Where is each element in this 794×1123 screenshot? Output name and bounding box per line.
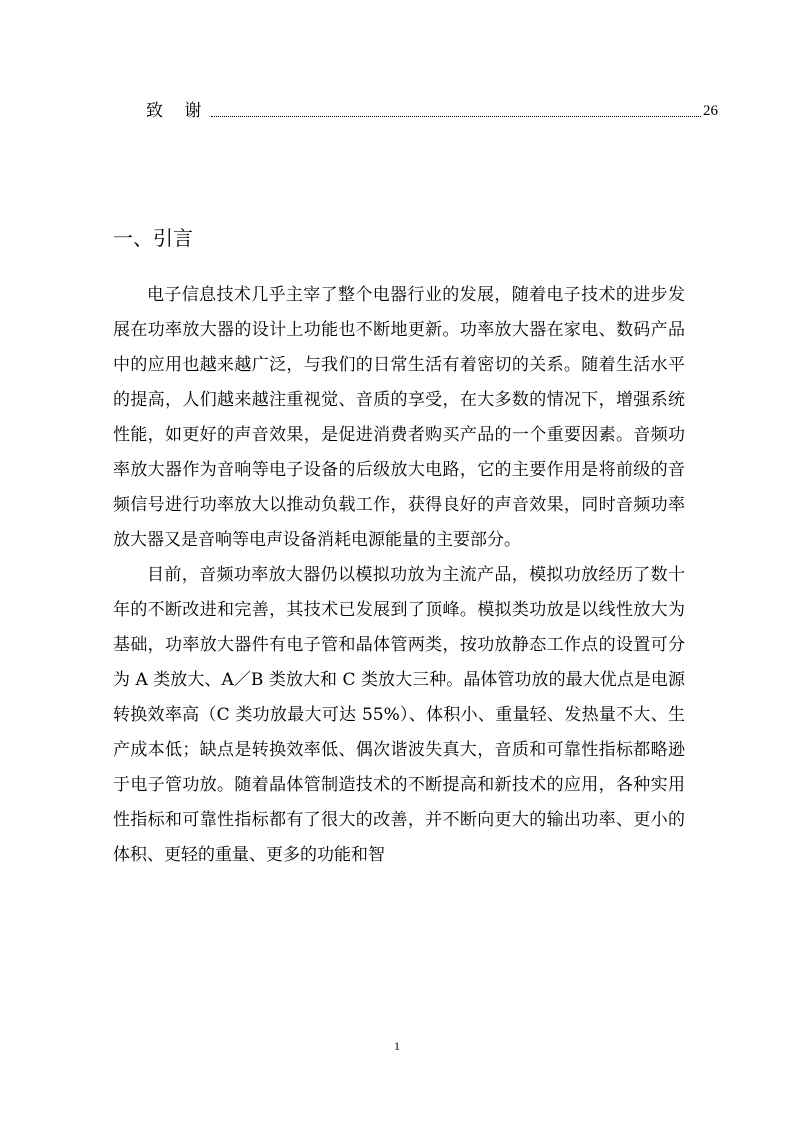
toc-dot-leader	[211, 116, 701, 117]
toc-entry-label: 致 谢	[146, 101, 210, 121]
page-number: 1	[394, 1039, 400, 1053]
toc-entry-acknowledgements[interactable]	[146, 94, 718, 122]
paragraph-2: 目前，音频功率放大器仍以模拟功放为主流产品，模拟功放经历了数十年的不断改进和完善，其技术已发展到了顶峰。模拟类功放是以线性放大为基础，功率放大器件有电子管和晶体管两类，按功放静态工作点的设置可分为 A 类放大、A／B 类放大和 C 类放大三种。晶体管功放的最大优点是电源转换效率高（C 类功放最大可达 55%）、体积小、重量轻、发热量不大、生产成本低；缺点是转换效率低、偶次谐波失真大，音质和可靠性指标都略逊于电子管功放。随着晶体管制造技术的不断提高和新技术的应用，各种实用性指标和可靠性指标都有了很大的改善，并不断向更大的输出功率、更小的体积、更轻的重量、更多的功能和智	[113, 565, 685, 865]
paragraph-1: 电子信息技术几乎主宰了整个电器行业的发展，随着电子技术的进步发展在功率放大器的设计上功能也不断地更新。功率放大器在家电、数码产品中的应用也越来越广泛，与我们的日常生活有着密切的关系。随着生活水平的提高，人们越来越注重视觉、音质的享受，在大多数的情况下，增强系统性能，如更好的声音效果，是促进消费者购买产品的一个重要因素。音频功率放大器作为音响等电子设备的后级放大电路，它的主要作用是将前级的音频信号进行功率放大以推动负载工作，获得良好的声音效果，同时音频功率放大器又是音响等电声设备消耗电源能量的主要部分。	[113, 285, 685, 550]
toc-entry-page-number: 26	[703, 103, 718, 119]
section-heading: 一、引言	[113, 226, 193, 250]
body-text	[113, 278, 685, 873]
